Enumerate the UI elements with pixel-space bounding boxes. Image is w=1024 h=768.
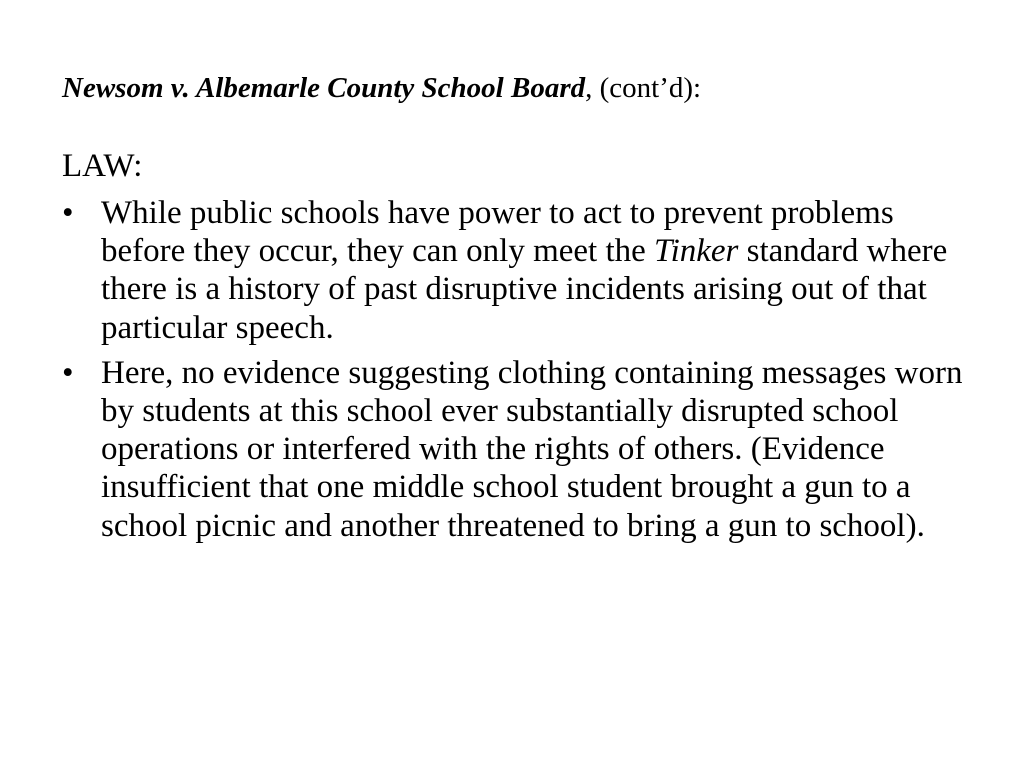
bullet-item <box>62 194 967 347</box>
bullet-text-start: While public schools have power to act to prevent problems before they occur, they can only meet the <box>101 195 894 270</box>
case-reference: Tinker <box>654 233 739 270</box>
bullet-text-end: standard where there is a history of past disruptive incidents arising out of that particular speech. <box>101 233 948 346</box>
slide-title <box>62 70 701 106</box>
bullet-list <box>62 194 967 552</box>
bullet-item <box>62 354 967 545</box>
title-suffix: , (cont’d): <box>585 72 702 104</box>
bullet-text <box>101 194 967 347</box>
bullet-marker: • <box>62 195 74 231</box>
case-name: Newsom v. Albemarle County School Board <box>62 72 586 104</box>
bullet-marker: • <box>62 354 74 391</box>
section-heading: LAW: <box>62 148 143 184</box>
bullet-text: Here, no evidence suggesting clothing containing messages worn by students at this school ever substantially disrupted school operations or interfered with the rights of others. (Evidence insufficient that one middle school student brought a gun to a school picnic and another threatened to bring a gun to school). <box>101 354 963 544</box>
